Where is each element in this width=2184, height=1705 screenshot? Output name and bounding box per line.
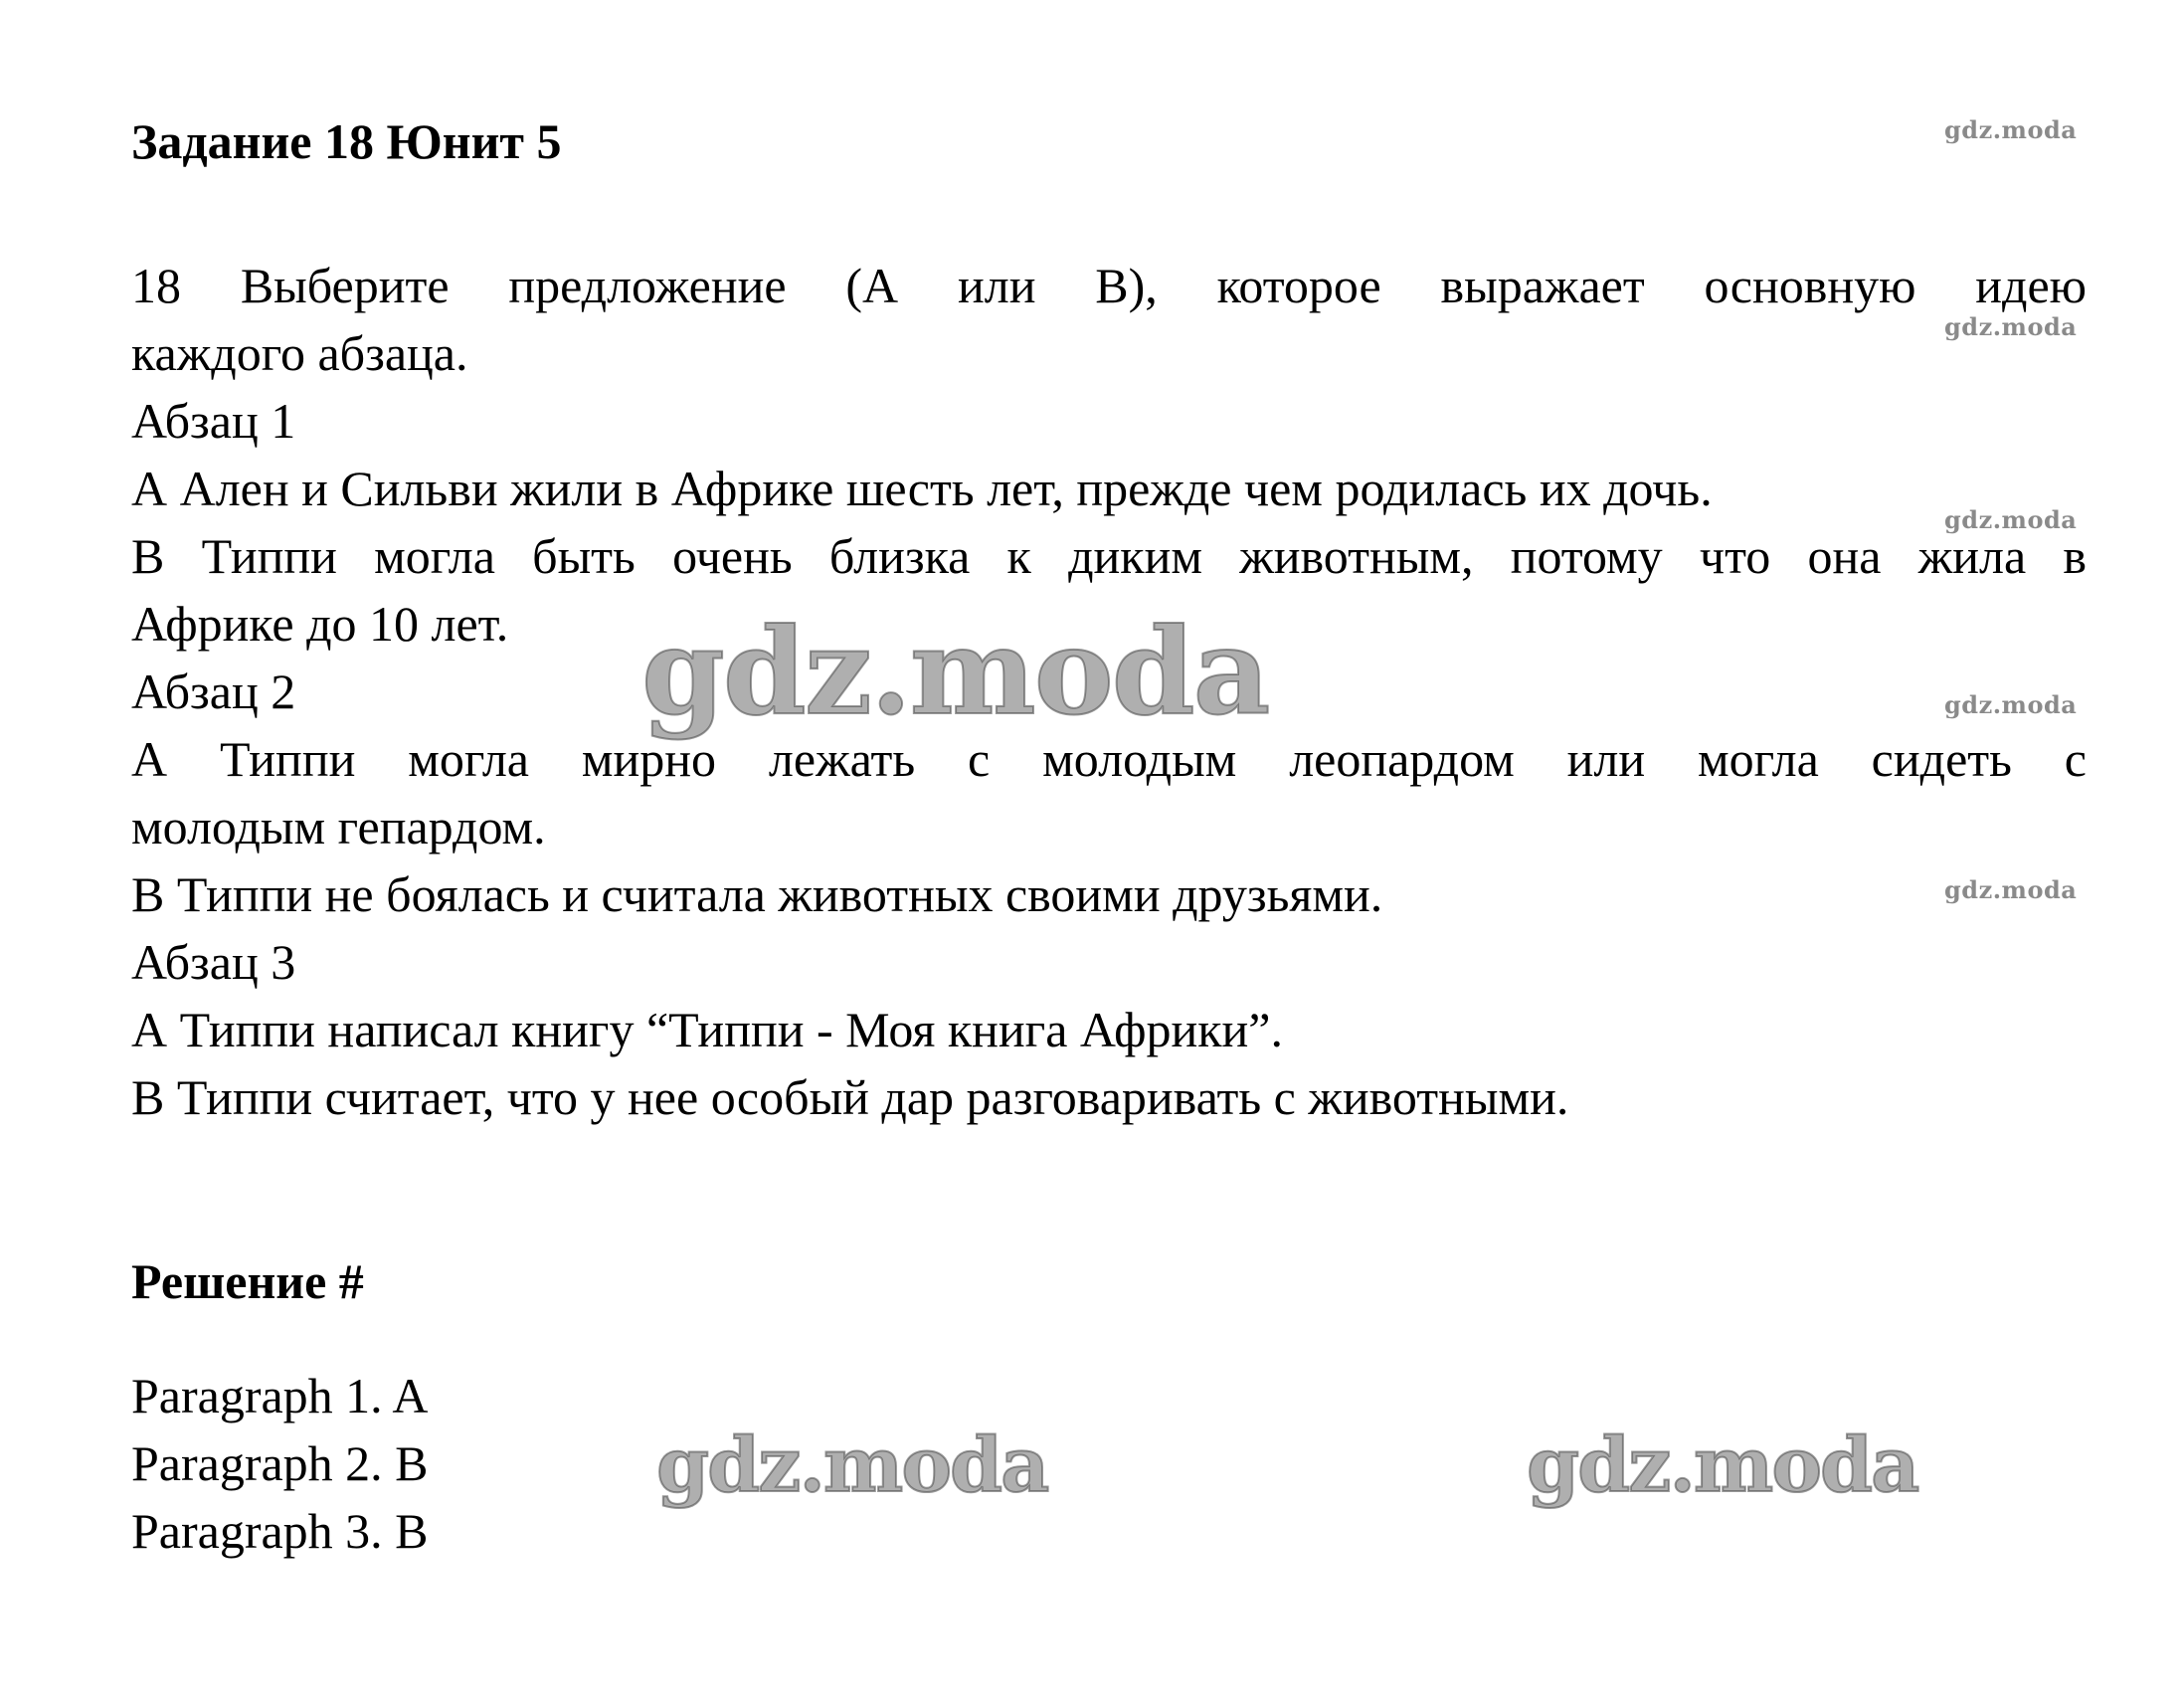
paragraph-2-heading: Абзац 2 <box>131 663 296 719</box>
task-title: Задание 18 Юнит 5 <box>131 113 562 169</box>
paragraph-1-heading: Абзац 1 <box>131 393 296 449</box>
watermark: gdz.moda <box>1944 312 2078 341</box>
paragraph-1-option-a: А Ален и Сильви жили в Африке шесть лет, прежде чем родилась их дочь. <box>131 461 1713 516</box>
watermark: gdz.moda <box>1944 875 2078 904</box>
solution-title: Решение # <box>131 1253 364 1309</box>
watermark: gdz.moda <box>1944 505 2078 534</box>
answer-item: Paragraph 3. B <box>131 1503 429 1559</box>
answers-list <box>131 1362 429 1565</box>
watermark: gdz.moda <box>1944 690 2078 719</box>
paragraph-1-option-b-line-2: Африке до 10 лет. <box>131 596 509 652</box>
watermark: gdz.moda <box>656 1421 1048 1509</box>
watermark: gdz.moda <box>641 602 1269 742</box>
watermark: gdz.moda <box>1944 115 2078 144</box>
paragraph-2-option-a-line-2: молодым гепардом. <box>131 799 546 854</box>
watermark: gdz.moda <box>1527 1421 1918 1509</box>
paragraph-3-option-b: В Типпи считает, что у нее особый дар разговаривать с животными. <box>131 1069 1569 1125</box>
paragraph-3-option-a: А Типпи написал книгу “Типпи - Моя книга Африки”. <box>131 1002 1283 1057</box>
answer-item: Paragraph 1. A <box>131 1368 429 1423</box>
paragraph-2-option-a-line-1: А Типпи могла мирно лежать с молодым леопардом или могла сидеть с <box>131 731 2087 787</box>
task-intro-line-1: 18 Выберите предложение (А или В), которое выражает основную идею <box>131 258 2087 313</box>
paragraph-3-heading: Абзац 3 <box>131 934 296 990</box>
paragraph-2-option-b: В Типпи не боялась и считала животных своими друзьями. <box>131 866 1383 922</box>
paragraph-1-option-b-line-1: В Типпи могла быть очень близка к диким животным, потому что она жила в <box>131 528 2087 584</box>
answer-item: Paragraph 2. B <box>131 1435 429 1491</box>
task-intro-line-2: каждого абзаца. <box>131 325 468 381</box>
